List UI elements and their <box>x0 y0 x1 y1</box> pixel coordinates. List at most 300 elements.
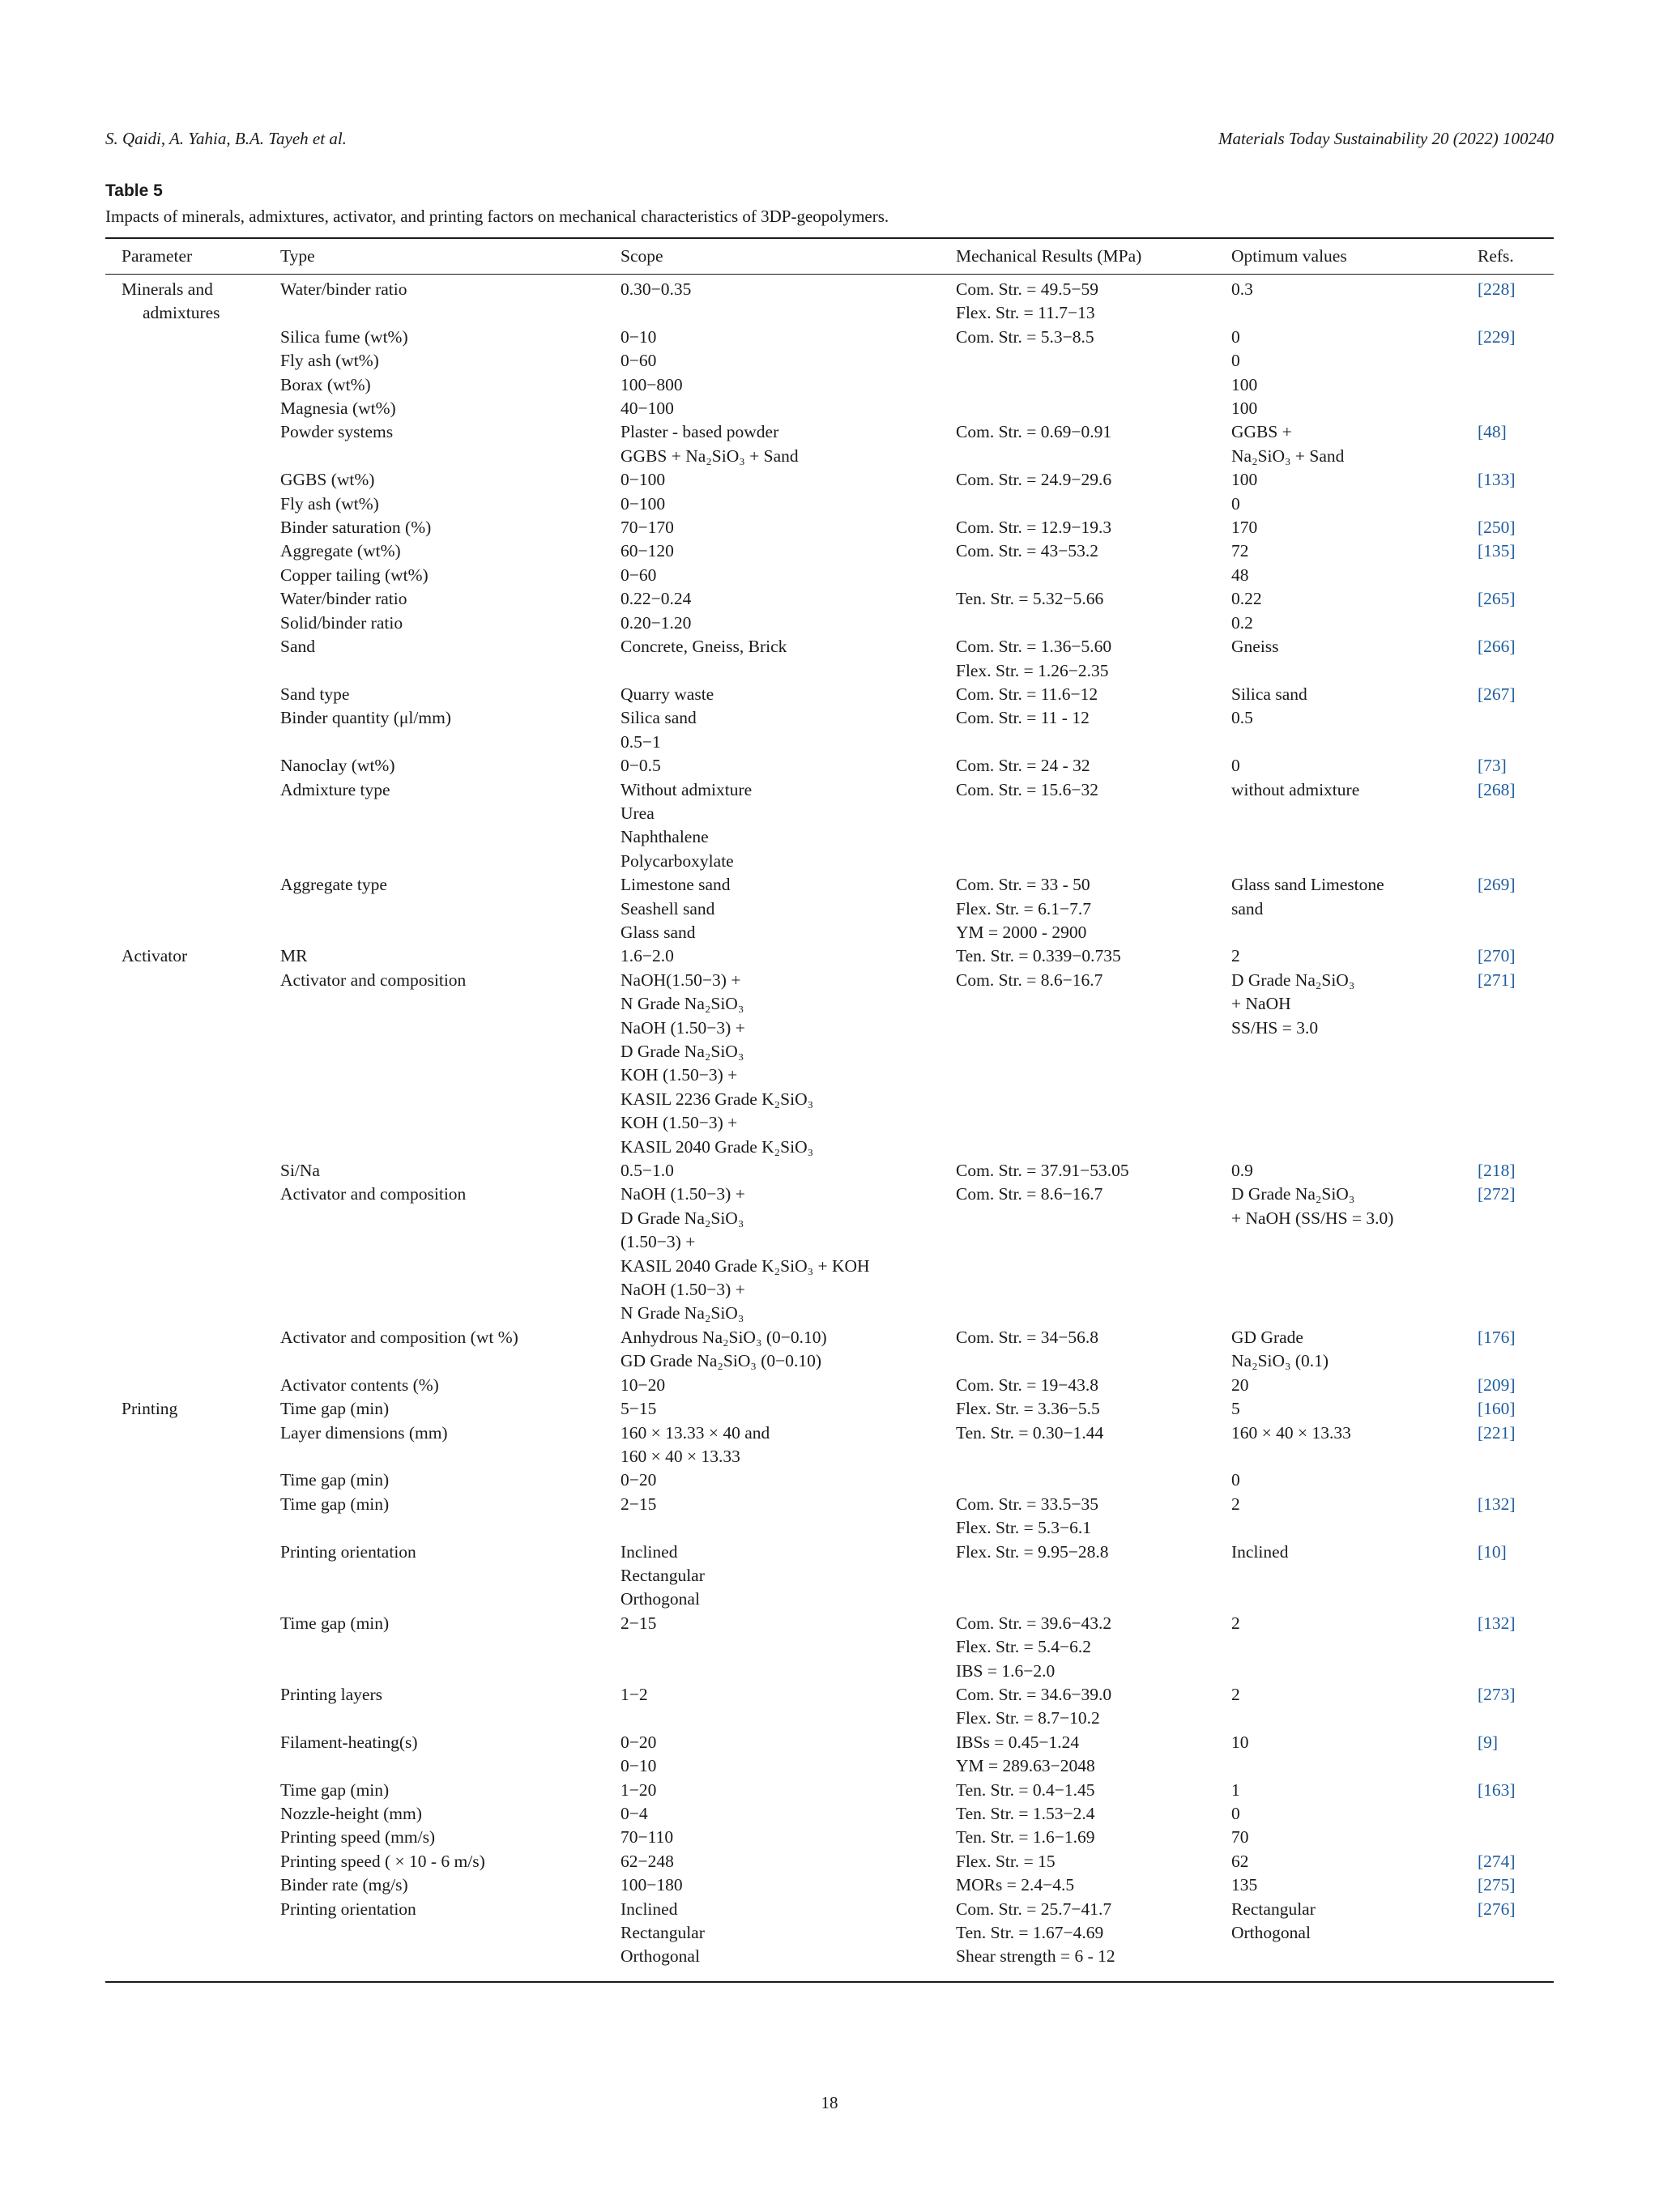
cell-type-line: Filament-heating(s) <box>280 1732 418 1752</box>
cell-scope <box>604 1683 940 1731</box>
data-table <box>105 239 1554 1969</box>
cell-type-line: Time gap (min) <box>280 1399 390 1419</box>
cell-mechanical-results-line: Ten. Str. = 1.53−2.4 <box>956 1804 1095 1823</box>
cell-ref <box>1461 1421 1554 1469</box>
cell-ref <box>1461 778 1554 874</box>
cell-parameter <box>105 1850 264 1873</box>
cell-mechanical-results-line: Com. Str. = 11 - 12 <box>956 708 1090 728</box>
running-header-authors: S. Qaidi, A. Yahia, B.A. Tayeh et al. <box>105 129 347 148</box>
cell-scope-line: Naphthalene <box>621 827 709 847</box>
reference-link[interactable]: [218] <box>1478 1161 1516 1181</box>
cell-type <box>264 1898 604 1969</box>
cell-optimum-values-line: Na₂SiO₃ (0.1) <box>1231 1351 1329 1371</box>
cell-scope-line: 1.6−2.0 <box>621 946 674 966</box>
cell-type-line: Fly ash (wt%) <box>280 351 379 371</box>
column-header-parameter: Parameter <box>122 245 193 266</box>
cell-mechanical-results <box>940 1183 1215 1325</box>
table-row <box>105 564 1554 587</box>
cell-mechanical-results <box>940 944 1215 968</box>
cell-ref <box>1461 1374 1554 1397</box>
cell-mechanical-results <box>940 635 1215 683</box>
cell-parameter <box>105 516 264 539</box>
cell-type-line: Time gap (min) <box>280 1494 390 1514</box>
cell-optimum-values <box>1215 1873 1461 1897</box>
cell-mechanical-results-line: Ten. Str. = 5.32−5.66 <box>956 589 1104 609</box>
cell-type <box>264 1731 604 1779</box>
cell-scope <box>604 778 940 874</box>
column-header-type: Type <box>280 245 315 266</box>
reference-link[interactable]: [135] <box>1478 541 1516 561</box>
reference-link[interactable]: [132] <box>1478 1613 1516 1633</box>
cell-mechanical-results-line: Com. Str. = 25.7−41.7 <box>956 1899 1112 1919</box>
cell-scope-line: Orthogonal <box>621 1589 700 1609</box>
cell-parameter <box>105 587 264 611</box>
cell-mechanical-results-line: Com. Str. = 0.69−0.91 <box>956 422 1112 442</box>
cell-optimum-values <box>1215 778 1461 874</box>
cell-scope <box>604 1421 940 1469</box>
reference-link[interactable]: [221] <box>1478 1422 1516 1443</box>
cell-mechanical-results <box>940 326 1215 349</box>
table-row <box>105 683 1554 706</box>
cell-type-line: Binder saturation (%) <box>280 518 432 538</box>
cell-type <box>264 1493 604 1541</box>
cell-type-line: Activator and composition <box>280 970 467 990</box>
cell-type-line: Borax (wt%) <box>280 374 371 394</box>
cell-scope <box>604 373 940 397</box>
cell-parameter <box>105 612 264 635</box>
table-row <box>105 873 1554 944</box>
cell-optimum-values-line: Glass sand Limestone <box>1231 875 1384 895</box>
cell-ref <box>1461 1468 1554 1492</box>
cell-scope-line: 70−170 <box>621 518 674 538</box>
cell-optimum-values <box>1215 1731 1461 1779</box>
reference-link[interactable]: [271] <box>1478 970 1516 990</box>
cell-mechanical-results <box>940 1326 1215 1374</box>
cell-type <box>264 1468 604 1492</box>
cell-type <box>264 1421 604 1469</box>
cell-ref <box>1461 612 1554 635</box>
table-row <box>105 1683 1554 1731</box>
cell-type-line: Solid/binder ratio <box>280 612 403 633</box>
cell-parameter <box>105 969 264 1159</box>
cell-mechanical-results-line: IBS = 1.6−2.0 <box>956 1660 1056 1681</box>
cell-type <box>264 1850 604 1873</box>
cell-type-line: Printing speed ( × 10 - 6 m/s) <box>280 1851 485 1871</box>
cell-type <box>264 564 604 587</box>
reference-link[interactable]: [273] <box>1478 1684 1516 1704</box>
cell-type <box>264 373 604 397</box>
cell-scope <box>604 683 940 706</box>
cell-optimum-values <box>1215 373 1461 397</box>
cell-parameter <box>105 1159 264 1183</box>
column-header-optimum-values: Optimum values <box>1231 245 1347 266</box>
reference-link[interactable]: [133] <box>1478 470 1516 490</box>
cell-type <box>264 635 604 683</box>
cell-optimum-values-line: GD Grade <box>1231 1327 1303 1347</box>
cell-scope-line: NaOH (1.50−3) + <box>621 1280 745 1300</box>
cell-parameter <box>105 1683 264 1731</box>
cell-scope-line: 100−180 <box>621 1875 683 1895</box>
cell-optimum-values <box>1215 516 1461 539</box>
cell-scope-line: 1−20 <box>621 1779 657 1800</box>
cell-optimum-values <box>1215 1779 1461 1802</box>
table-row <box>105 516 1554 539</box>
cell-optimum-values-line: D Grade Na₂SiO₃ <box>1231 970 1355 990</box>
cell-type-line: Printing orientation <box>280 1899 416 1919</box>
cell-optimum-values-line: without admixture <box>1231 779 1360 799</box>
cell-type <box>264 1541 604 1612</box>
table-row <box>105 1731 1554 1779</box>
cell-optimum-values-line: 0 <box>1231 756 1240 776</box>
reference-link[interactable]: [267] <box>1478 684 1516 704</box>
cell-parameter-line: admixtures <box>143 303 220 323</box>
cell-mechanical-results <box>940 420 1215 468</box>
cell-type <box>264 420 604 468</box>
cell-parameter <box>105 564 264 587</box>
cell-scope-line: KASIL 2040 Grade K₂SiO₃ + KOH <box>621 1255 870 1276</box>
cell-optimum-values-line: 2 <box>1231 1684 1240 1704</box>
cell-parameter <box>105 349 264 373</box>
cell-type-line: Admixture type <box>280 779 390 799</box>
reference-link[interactable]: [229] <box>1478 326 1516 347</box>
table-row <box>105 754 1554 778</box>
reference-link[interactable]: [265] <box>1478 589 1516 609</box>
cell-mechanical-results <box>940 1779 1215 1802</box>
cell-scope-line: NaOH (1.50−3) + <box>621 1017 745 1038</box>
cell-mechanical-results <box>940 612 1215 635</box>
cell-mechanical-results-line: Ten. Str. = 0.30−1.44 <box>956 1422 1104 1443</box>
table-bottom-rule <box>105 1981 1554 1983</box>
cell-mechanical-results-line: Com. Str. = 12.9−19.3 <box>956 518 1112 538</box>
cell-scope-line: Polycarboxylate <box>621 850 734 871</box>
cell-mechanical-results-line: Flex. Str. = 5.4−6.2 <box>956 1637 1092 1657</box>
cell-mechanical-results <box>940 1374 1215 1397</box>
cell-optimum-values-line: + NaOH (SS/HS = 3.0) <box>1231 1208 1394 1228</box>
cell-scope <box>604 969 940 1159</box>
cell-ref <box>1461 1731 1554 1779</box>
cell-optimum-values <box>1215 1493 1461 1541</box>
cell-mechanical-results-line: Com. Str. = 39.6−43.2 <box>956 1613 1112 1633</box>
cell-scope <box>604 1183 940 1325</box>
cell-scope <box>604 873 940 944</box>
cell-optimum-values-line: 48 <box>1231 565 1249 585</box>
cell-parameter <box>105 683 264 706</box>
cell-ref <box>1461 1683 1554 1731</box>
cell-optimum-values <box>1215 539 1461 563</box>
cell-ref <box>1461 274 1554 326</box>
cell-optimum-values-line: 135 <box>1231 1875 1258 1895</box>
cell-optimum-values-line: 10 <box>1231 1732 1249 1752</box>
cell-ref <box>1461 492 1554 516</box>
cell-optimum-values-line: 100 <box>1231 470 1258 490</box>
cell-scope-line: NaOH (1.50−3) + <box>621 1184 745 1204</box>
cell-optimum-values-line: 1 <box>1231 1779 1240 1800</box>
table-row <box>105 492 1554 516</box>
cell-optimum-values-line: 160 × 40 × 13.33 <box>1231 1422 1351 1443</box>
cell-type-line: Nozzle-height (mm) <box>280 1804 422 1823</box>
cell-scope <box>604 1898 940 1969</box>
reference-link[interactable]: [274] <box>1478 1851 1516 1871</box>
cell-optimum-values <box>1215 1802 1461 1826</box>
cell-parameter <box>105 492 264 516</box>
cell-ref <box>1461 326 1554 349</box>
cell-mechanical-results <box>940 969 1215 1159</box>
cell-optimum-values-line: sand <box>1231 898 1264 918</box>
cell-optimum-values <box>1215 326 1461 349</box>
cell-optimum-values-line: Orthogonal <box>1231 1923 1311 1943</box>
cell-ref <box>1461 635 1554 683</box>
cell-scope-line: 40−100 <box>621 399 674 419</box>
cell-optimum-values-line: D Grade Na₂SiO₃ <box>1231 1184 1355 1204</box>
page-number: 18 <box>821 2093 838 2112</box>
cell-scope <box>604 1779 940 1802</box>
cell-type <box>264 873 604 944</box>
cell-mechanical-results-line: Com. Str. = 24 - 32 <box>956 756 1090 776</box>
column-header-refs: Refs. <box>1478 245 1514 266</box>
cell-scope-line: 2−15 <box>621 1613 657 1633</box>
cell-scope-line: Urea <box>621 803 655 823</box>
cell-scope-line: KOH (1.50−3) + <box>621 1065 738 1085</box>
cell-ref <box>1461 969 1554 1159</box>
cell-ref <box>1461 1541 1554 1612</box>
cell-type-line: Magnesia (wt%) <box>280 399 396 419</box>
reference-link[interactable]: [160] <box>1478 1399 1516 1419</box>
cell-mechanical-results-line: Shear strength = 6 - 12 <box>956 1946 1115 1967</box>
cell-optimum-values <box>1215 1826 1461 1849</box>
cell-mechanical-results <box>940 564 1215 587</box>
cell-mechanical-results-line: Com. Str. = 49.5−59 <box>956 279 1098 299</box>
cell-ref <box>1461 1493 1554 1541</box>
cell-ref <box>1461 1326 1554 1374</box>
table-row <box>105 1612 1554 1683</box>
cell-scope <box>604 1541 940 1612</box>
cell-type <box>264 1326 604 1374</box>
cell-mechanical-results-line: Flex. Str. = 6.1−7.7 <box>956 898 1092 918</box>
cell-type-line: Activator and composition (wt %) <box>280 1327 518 1347</box>
cell-parameter <box>105 1731 264 1779</box>
cell-parameter-line: Minerals and <box>122 279 213 299</box>
cell-scope-line: Inclined <box>621 1541 678 1562</box>
cell-scope-line: 10−20 <box>621 1375 666 1395</box>
cell-mechanical-results <box>940 1159 1215 1183</box>
reference-link[interactable]: [10] <box>1478 1541 1507 1562</box>
cell-optimum-values-line: 0 <box>1231 1804 1240 1823</box>
reference-link[interactable]: [276] <box>1478 1899 1516 1919</box>
cell-scope-line: 0−60 <box>621 565 657 585</box>
cell-optimum-values-line: 0 <box>1231 351 1240 371</box>
reference-link[interactable]: [272] <box>1478 1184 1516 1204</box>
cell-optimum-values <box>1215 1159 1461 1183</box>
cell-parameter <box>105 539 264 563</box>
cell-scope-line: 1−2 <box>621 1684 648 1704</box>
reference-link[interactable]: [250] <box>1478 518 1516 538</box>
cell-type-line: Printing orientation <box>280 1541 416 1562</box>
cell-scope-line: Glass sand <box>621 922 696 942</box>
cell-ref <box>1461 683 1554 706</box>
cell-mechanical-results <box>940 1612 1215 1683</box>
reference-link[interactable]: [176] <box>1478 1327 1516 1347</box>
cell-mechanical-results-line: Com. Str. = 43−53.2 <box>956 541 1098 561</box>
cell-mechanical-results <box>940 539 1215 563</box>
cell-ref <box>1461 873 1554 944</box>
cell-scope <box>604 539 940 563</box>
cell-optimum-values <box>1215 635 1461 683</box>
table-row <box>105 969 1554 1159</box>
cell-mechanical-results <box>940 1731 1215 1779</box>
cell-scope-line: (1.50−3) + <box>621 1232 696 1252</box>
cell-scope-line: 60−120 <box>621 541 674 561</box>
cell-ref <box>1461 420 1554 468</box>
cell-optimum-values <box>1215 754 1461 778</box>
cell-mechanical-results <box>940 349 1215 373</box>
cell-mechanical-results <box>940 587 1215 611</box>
cell-ref <box>1461 944 1554 968</box>
cell-mechanical-results-line: Flex. Str. = 9.95−28.8 <box>956 1541 1109 1562</box>
cell-type-line: Aggregate (wt%) <box>280 541 401 561</box>
cell-scope-line: 0−4 <box>621 1804 648 1823</box>
reference-link[interactable]: [9] <box>1478 1732 1499 1752</box>
cell-optimum-values-line: 0.2 <box>1231 612 1253 633</box>
cell-scope-line: Inclined <box>621 1899 678 1919</box>
cell-scope-line: Concrete, Gneiss, Brick <box>621 637 787 657</box>
cell-optimum-values <box>1215 492 1461 516</box>
cell-scope <box>604 635 940 683</box>
cell-optimum-values <box>1215 1397 1461 1421</box>
reference-link[interactable]: [209] <box>1478 1375 1516 1395</box>
cell-type-line: Activator contents (%) <box>280 1375 439 1395</box>
cell-optimum-values-line: 72 <box>1231 541 1249 561</box>
cell-scope-line: 160 × 13.33 × 40 and <box>621 1422 770 1443</box>
cell-optimum-values <box>1215 969 1461 1159</box>
reference-link[interactable]: [275] <box>1478 1875 1516 1895</box>
cell-scope-line: 0.22−0.24 <box>621 589 692 609</box>
reference-link[interactable]: [132] <box>1478 1494 1516 1514</box>
cell-type-line: GGBS (wt%) <box>280 470 375 490</box>
cell-ref <box>1461 349 1554 373</box>
cell-parameter <box>105 1183 264 1325</box>
cell-optimum-values-line: 100 <box>1231 374 1258 394</box>
reference-link[interactable]: [269] <box>1478 875 1516 895</box>
cell-optimum-values <box>1215 1612 1461 1683</box>
cell-type-line: Nanoclay (wt%) <box>280 756 395 776</box>
cell-parameter <box>105 397 264 420</box>
cell-scope-line: GGBS + Na₂SiO₃ + Sand <box>621 445 799 466</box>
cell-mechanical-results <box>940 1421 1215 1469</box>
cell-parameter <box>105 1421 264 1469</box>
cell-scope-line: Quarry waste <box>621 684 714 704</box>
cell-parameter <box>105 1468 264 1492</box>
cell-type <box>264 969 604 1159</box>
reference-link[interactable]: [163] <box>1478 1779 1516 1800</box>
table-row <box>105 706 1554 754</box>
cell-optimum-values <box>1215 468 1461 492</box>
cell-optimum-values-line: 62 <box>1231 1851 1249 1871</box>
table-row <box>105 1898 1554 1969</box>
cell-scope-line: 0−20 <box>621 1470 657 1490</box>
cell-type <box>264 1159 604 1183</box>
cell-type <box>264 1826 604 1849</box>
cell-optimum-values-line: 100 <box>1231 399 1258 419</box>
cell-optimum-values <box>1215 1374 1461 1397</box>
cell-optimum-values-line: + NaOH <box>1231 994 1291 1014</box>
cell-parameter <box>105 1826 264 1849</box>
cell-scope <box>604 1326 940 1374</box>
cell-scope-line: 0.30−0.35 <box>621 279 692 299</box>
cell-type <box>264 397 604 420</box>
table-row <box>105 1850 1554 1873</box>
cell-mechanical-results <box>940 1493 1215 1541</box>
cell-scope <box>604 1850 940 1873</box>
reference-link[interactable]: [73] <box>1478 756 1507 776</box>
cell-ref <box>1461 516 1554 539</box>
cell-mechanical-results-line: Flex. Str. = 5.3−6.1 <box>956 1518 1092 1538</box>
cell-type <box>264 1683 604 1731</box>
cell-optimum-values <box>1215 706 1461 754</box>
cell-optimum-values <box>1215 1326 1461 1374</box>
reference-link[interactable]: [268] <box>1478 779 1516 799</box>
cell-optimum-values-line: 0 <box>1231 493 1240 514</box>
cell-parameter <box>105 706 264 754</box>
cell-parameter <box>105 1374 264 1397</box>
reference-link[interactable]: [270] <box>1478 946 1516 966</box>
cell-type <box>264 706 604 754</box>
table-row <box>105 1421 1554 1469</box>
cell-scope-line: KASIL 2236 Grade K₂SiO₃ <box>621 1089 814 1109</box>
cell-scope-line: 0.5−1 <box>621 731 661 752</box>
cell-mechanical-results <box>940 778 1215 874</box>
cell-scope-line: 0−10 <box>621 1756 657 1776</box>
cell-scope <box>604 349 940 373</box>
cell-type-line: Binder rate (mg/s) <box>280 1875 408 1895</box>
cell-mechanical-results <box>940 683 1215 706</box>
reference-link[interactable]: [48] <box>1478 422 1507 442</box>
cell-ref <box>1461 587 1554 611</box>
table-row <box>105 373 1554 397</box>
reference-link[interactable]: [228] <box>1478 279 1516 299</box>
cell-type <box>264 349 604 373</box>
cell-mechanical-results <box>940 1468 1215 1492</box>
cell-scope <box>604 706 940 754</box>
cell-mechanical-results <box>940 1826 1215 1849</box>
cell-ref <box>1461 754 1554 778</box>
cell-scope <box>604 1612 940 1683</box>
table-row <box>105 468 1554 492</box>
cell-parameter <box>105 468 264 492</box>
cell-type <box>264 1873 604 1897</box>
cell-optimum-values <box>1215 1850 1461 1873</box>
cell-ref <box>1461 1850 1554 1873</box>
cell-parameter <box>105 420 264 468</box>
table-row <box>105 420 1554 468</box>
cell-scope <box>604 516 940 539</box>
cell-type-line: Printing speed (mm/s) <box>280 1827 436 1848</box>
cell-optimum-values-line: SS/HS = 3.0 <box>1231 1017 1319 1038</box>
cell-mechanical-results-line: IBSs = 0.45−1.24 <box>956 1732 1080 1752</box>
cell-mechanical-results-line: Flex. Str. = 8.7−10.2 <box>956 1708 1100 1728</box>
table-row <box>105 397 1554 420</box>
cell-scope-line: KOH (1.50−3) + <box>621 1113 738 1133</box>
cell-ref <box>1461 706 1554 754</box>
cell-mechanical-results <box>940 754 1215 778</box>
cell-optimum-values <box>1215 349 1461 373</box>
cell-scope-line: N Grade Na₂SiO₃ <box>621 1303 744 1323</box>
cell-mechanical-results <box>940 516 1215 539</box>
reference-link[interactable]: [266] <box>1478 637 1516 657</box>
cell-type <box>264 539 604 563</box>
cell-ref <box>1461 1397 1554 1421</box>
cell-mechanical-results-line: Com. Str. = 33.5−35 <box>956 1494 1098 1514</box>
cell-parameter-line: Printing <box>122 1399 178 1419</box>
